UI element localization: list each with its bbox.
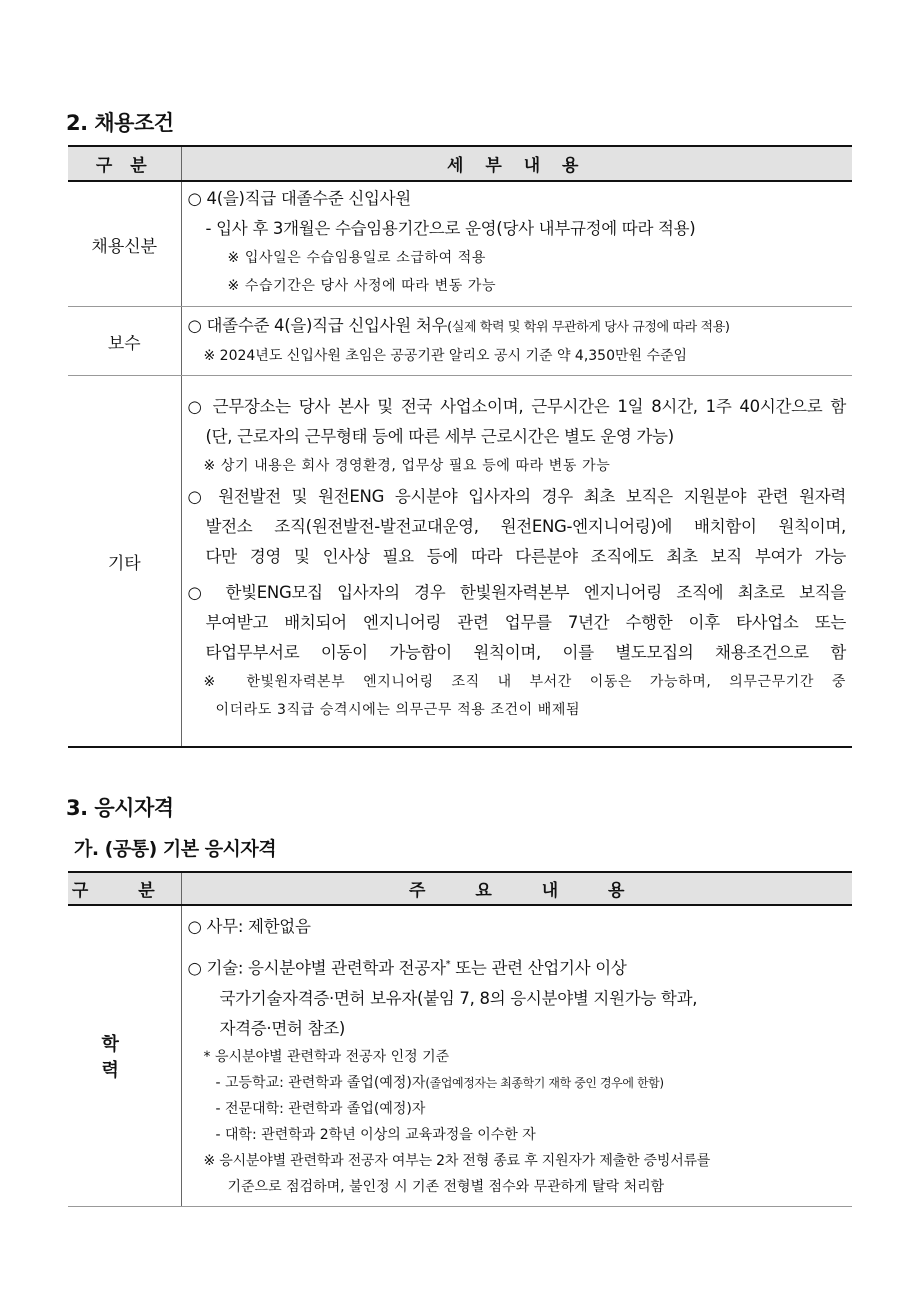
row-label-pay: 보수 [68, 307, 181, 376]
content-line: 타업무부서로 이동이 가능함이 원칙이며, 이를 별도모집의 채용조건으로 함 [205, 643, 846, 662]
content-line: ○ 4(을)직급 대졸수준 신입사원 [187, 189, 411, 208]
note-line: ※ 입사일은 수습임용일로 소급하여 적용 [227, 250, 487, 266]
tech-text-cont: 또는 관련 산업기사 이상 [450, 958, 627, 978]
row-content-education [181, 905, 852, 1206]
section-2-title: 2. 채용조건 [66, 111, 174, 135]
content-line: 자격증·면허 참조) [219, 1018, 346, 1038]
row-content-etc [181, 376, 852, 748]
content-line [188, 311, 849, 343]
tech-text: ○ 기술: 응시분야별 관련학과 전공자 [187, 958, 446, 978]
content-line: ○ 근무장소는 당사 본사 및 전국 사업소이며, 근무시간은 1일 8시간, 1주 40시간으로 함 [187, 397, 846, 416]
note-line: ※ 응시분야별 관련학과 전공자 여부는 2차 전형 종료 후 지원자가 제출한 증빙서류를 [203, 1152, 711, 1169]
content-line: ○ 사무: 제한없음 [187, 917, 311, 936]
table-header-row [68, 146, 852, 181]
note-line: * 응시분야별 관련학과 전공자 인정 기준 [203, 1048, 450, 1065]
header-category: 구 분 [68, 146, 181, 181]
header-main-content: 주 요 내 용 [181, 872, 852, 905]
table-header-row [68, 872, 852, 905]
content-line [188, 950, 849, 984]
education-label: 학 력 [101, 1033, 147, 1081]
table-row [68, 376, 852, 748]
note-line: ※ 2024년도 신입사원 초임은 공공기관 알리오 공시 기준 약 4,350만원 수준임 [203, 348, 688, 364]
highschool-text: - 고등학교: 관련학과 졸업(예정)자 [215, 1074, 426, 1091]
note-line: - 전문대학: 관련학과 졸업(예정)자 [215, 1100, 426, 1117]
content-line: ○ 원전발전 및 원전ENG 응시분야 입사자의 경우 최초 보직은 지원분야 관련 원자력 [187, 487, 846, 506]
row-label-etc: 기타 [68, 376, 181, 748]
content-line: - 입사 후 3개월은 수습임용기간으로 운영(당사 내부규정에 따라 적용) [205, 219, 696, 238]
asterisk-mark: * [445, 959, 451, 970]
note-line: - 대학: 관련학과 2학년 이상의 교육과정을 이수한 자 [215, 1126, 536, 1143]
section-3-title: 3. 응시자격 [66, 796, 174, 820]
note-line: ※ 한빛원자력본부 엔지니어링 조직 내 부서간 이동은 가능하며, 의무근무기간 중 [203, 674, 846, 690]
note-line: 기준으로 점검하며, 불인정 시 기존 전형별 점수와 무관하게 탈락 처리함 [227, 1178, 665, 1195]
row-label-status: 채용신분 [68, 181, 181, 307]
content-line: 발전소 조직(원전발전-발전교대운영, 원전ENG-엔지니어링)에 배치함이 원칙이며, [205, 517, 846, 536]
content-line: 국가기술자격증·면허 보유자(붙임 7, 8의 응시분야별 지원가능 학과, [219, 988, 698, 1008]
section-3-subtitle: 가. (공통) 기본 응시자격 [74, 838, 277, 860]
note-line: ※ 상기 내용은 회사 경영환경, 업무상 필요 등에 따라 변동 가능 [203, 458, 611, 474]
pay-main-text: ○ 대졸수준 4(을)직급 신입사원 처우 [187, 316, 448, 335]
row-content-pay [181, 307, 852, 376]
table-row [68, 905, 852, 1206]
pay-small-text: (실제 학력 및 학위 무관하게 당사 규정에 따라 적용) [447, 320, 730, 335]
qualification-table [68, 871, 852, 1207]
content-line: 다만 경영 및 인사상 필요 등에 따라 다른분야 조직에도 최초 보직 부여가 가능 [205, 547, 846, 566]
table-row [68, 307, 852, 376]
content-line: (단, 근로자의 근무형태 등에 따른 세부 근로시간은 별도 운영 가능) [205, 427, 674, 446]
content-line: ○ 한빛ENG모집 입사자의 경우 한빛원자력본부 엔지니어링 조직에 최초로 보직을 [187, 583, 846, 602]
header-category: 구 분 [68, 872, 181, 905]
table-row [68, 181, 852, 307]
content-line: 부여받고 배치되어 엔지니어링 관련 업무를 7년간 수행한 이후 타사업소 또는 [205, 613, 846, 632]
note-line: 이더라도 3직급 승격시에는 의무근무 적용 조건이 배제됨 [215, 702, 581, 718]
highschool-small: (졸업예정자는 최종학기 재학 중인 경우에 한함) [425, 1075, 664, 1090]
row-content-status [181, 181, 852, 307]
row-label-education [68, 905, 181, 1206]
note-line: ※ 수습기간은 당사 사정에 따라 변동 가능 [227, 278, 497, 294]
note-line [188, 1070, 849, 1096]
employment-conditions-table [68, 145, 852, 748]
header-details: 세 부 내 용 [181, 146, 852, 181]
